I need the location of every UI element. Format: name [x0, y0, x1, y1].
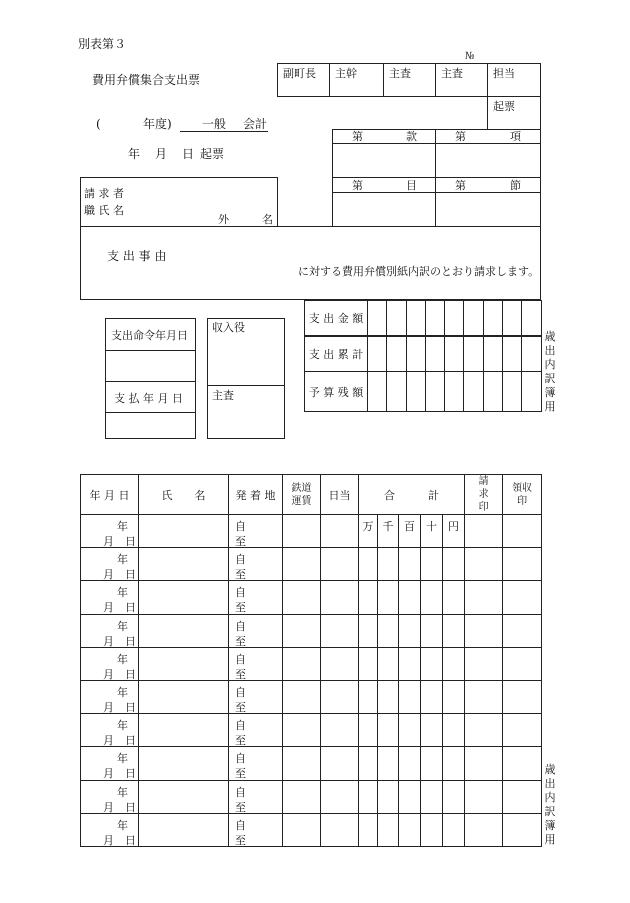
amount-digit-cell[interactable] — [368, 301, 387, 336]
row-to: 至 — [235, 800, 246, 814]
row-total-digit-cell[interactable] — [443, 780, 465, 813]
budget-divider — [332, 177, 541, 178]
budget-setsu-dai: 第 — [455, 179, 466, 192]
amount-row-label: 支 出 金 額 — [305, 301, 368, 336]
row-month: 月 — [103, 767, 114, 781]
row-total-digit-cell[interactable] — [378, 515, 399, 548]
row-total-digit-cell[interactable] — [359, 515, 378, 548]
approval-issuer: 起票 — [493, 100, 515, 113]
row-place-cell[interactable] — [229, 714, 283, 747]
issue-month: 月 — [155, 147, 168, 161]
row-name-cell[interactable] — [139, 680, 229, 713]
amount-digit-cell[interactable] — [503, 336, 522, 372]
amount-digit-cell[interactable] — [406, 372, 425, 412]
row-total-digit-cell[interactable] — [421, 581, 443, 614]
amount-digit-cell[interactable] — [483, 301, 502, 336]
row-claim-seal-cell[interactable] — [465, 780, 503, 813]
header-total: 合 計 — [359, 475, 465, 515]
row-to: 至 — [235, 767, 246, 781]
amount-digit-cell[interactable] — [464, 372, 483, 412]
header-receipt-seal: 領収印 — [503, 475, 542, 515]
row-daily-cell[interactable] — [321, 680, 359, 713]
row-daily-cell[interactable] — [321, 813, 359, 846]
row-date-cell[interactable] — [81, 680, 139, 713]
row-month: 月 — [103, 601, 114, 615]
row-from: 自 — [235, 785, 246, 799]
header-rail: 鉄道運賃 — [283, 475, 321, 515]
row-receipt-seal-cell[interactable] — [503, 714, 542, 747]
amount-digit-cell[interactable] — [425, 372, 444, 412]
budget-divider — [332, 192, 541, 193]
approval-divider — [329, 63, 330, 97]
row-total-digit-cell[interactable] — [378, 680, 399, 713]
row-total-digit-cell[interactable] — [443, 515, 465, 548]
row-year: 年 — [117, 752, 128, 766]
row-from: 自 — [235, 619, 246, 633]
row-from: 自 — [235, 685, 246, 699]
amount-digit-cell[interactable] — [406, 336, 425, 372]
row-rail-cell[interactable] — [283, 614, 321, 647]
row-daily-cell[interactable] — [321, 780, 359, 813]
form-title: 費用弁償集合支出票 — [92, 73, 201, 87]
row-to: 至 — [235, 667, 246, 681]
row-claim-seal-cell[interactable] — [465, 647, 503, 680]
row-total-digit-cell[interactable] — [443, 714, 465, 747]
row-total-digit-cell[interactable] — [421, 647, 443, 680]
row-total-digit-cell[interactable] — [399, 680, 421, 713]
budget-moku-dai: 第 — [352, 179, 363, 192]
pay-date-label: 支 払 年 月 日 — [114, 392, 183, 405]
row-place-cell[interactable] — [229, 813, 283, 846]
detail-table — [80, 474, 542, 847]
row-receipt-seal-cell[interactable] — [503, 614, 542, 647]
amount-digit-cell[interactable] — [483, 372, 502, 412]
no-label: № — [465, 51, 475, 62]
row-place-cell[interactable] — [229, 548, 283, 581]
approval-divider — [435, 63, 436, 97]
amount-digit-cell[interactable] — [387, 372, 406, 412]
row-from: 自 — [235, 652, 246, 666]
unit-label: 百 — [404, 520, 415, 533]
row-place-cell[interactable] — [229, 680, 283, 713]
row-claim-seal-cell[interactable] — [465, 714, 503, 747]
row-total-digit-cell[interactable] — [421, 780, 443, 813]
row-claim-seal-cell[interactable] — [465, 813, 503, 846]
row-total-digit-cell[interactable] — [443, 581, 465, 614]
header-date: 年 月 日 — [81, 475, 139, 515]
order-date-divider — [105, 412, 196, 413]
row-day: 日 — [125, 800, 136, 814]
order-date-label: 支出命令年月日 — [111, 329, 188, 342]
treasurer-label: 収入役 — [212, 321, 245, 334]
detail-side-label: 歳出内訳簿用 — [544, 763, 556, 846]
row-total-digit-cell[interactable] — [359, 548, 378, 581]
row-date-cell[interactable] — [81, 714, 139, 747]
row-place-cell[interactable] — [229, 780, 283, 813]
row-total-digit-cell[interactable] — [421, 680, 443, 713]
row-from: 自 — [235, 520, 246, 533]
row-day: 日 — [125, 734, 136, 748]
reason-text: に対する費用弁償別紙内訳のとおり請求します。 — [298, 265, 540, 278]
unit-label: 円 — [448, 520, 460, 533]
claimant-box — [80, 177, 278, 227]
row-total-digit-cell[interactable] — [378, 614, 399, 647]
row-date-cell[interactable] — [81, 548, 139, 581]
amount-digit-cell[interactable] — [387, 301, 406, 336]
row-total-digit-cell[interactable] — [359, 747, 378, 780]
amount-digit-cell[interactable] — [503, 301, 522, 336]
row-year: 年 — [117, 652, 128, 666]
row-name-cell[interactable] — [139, 614, 229, 647]
row-place-cell[interactable] — [229, 515, 283, 548]
row-receipt-seal-cell[interactable] — [503, 515, 542, 548]
row-date-cell[interactable] — [81, 747, 139, 780]
row-total-digit-cell[interactable] — [378, 548, 399, 581]
row-year: 年 — [117, 785, 128, 799]
header-name: 氏 名 — [139, 475, 229, 515]
amount-digit-cell[interactable] — [464, 336, 483, 372]
row-month: 月 — [103, 634, 114, 648]
issue-day: 日 — [182, 147, 195, 161]
row-total-digit-cell[interactable] — [359, 680, 378, 713]
order-date-divider — [105, 350, 196, 351]
fiscal-year-label: 年度) — [143, 117, 172, 131]
row-total-digit-cell[interactable] — [378, 780, 399, 813]
row-total-digit-cell[interactable] — [399, 614, 421, 647]
row-day: 日 — [125, 601, 136, 615]
row-year: 年 — [117, 685, 128, 699]
amount-digit-cell[interactable] — [425, 301, 444, 336]
row-daily-cell[interactable] — [321, 647, 359, 680]
row-name-cell[interactable] — [139, 515, 229, 548]
row-date-cell[interactable] — [81, 581, 139, 614]
row-total-digit-cell[interactable] — [443, 548, 465, 581]
row-rail-cell[interactable] — [283, 515, 321, 548]
row-to: 至 — [235, 700, 246, 714]
row-month: 月 — [103, 667, 114, 681]
row-place-cell[interactable] — [229, 647, 283, 680]
row-name-cell[interactable] — [139, 581, 229, 614]
approval-staff: 担当 — [493, 67, 515, 80]
row-total-digit-cell[interactable] — [443, 813, 465, 846]
chief-label: 主査 — [212, 389, 234, 402]
row-claim-seal-cell[interactable] — [465, 581, 503, 614]
treasurer-divider — [207, 385, 285, 386]
amount-digit-cell[interactable] — [387, 336, 406, 372]
row-total-digit-cell[interactable] — [399, 780, 421, 813]
row-day: 日 — [125, 634, 136, 648]
amount-digit-cell[interactable] — [406, 301, 425, 336]
row-receipt-seal-cell[interactable] — [503, 780, 542, 813]
row-receipt-seal-cell[interactable] — [503, 647, 542, 680]
row-from: 自 — [235, 553, 246, 567]
row-total-digit-cell[interactable] — [443, 680, 465, 713]
amount-digit-cell[interactable] — [425, 336, 444, 372]
row-total-digit-cell[interactable] — [399, 714, 421, 747]
budget-divider — [332, 143, 541, 144]
row-day: 日 — [125, 568, 136, 582]
amount-digit-cell[interactable] — [368, 372, 387, 412]
treasurer-box — [207, 318, 285, 439]
row-name-cell[interactable] — [139, 780, 229, 813]
row-from: 自 — [235, 586, 246, 600]
amount-digit-cell[interactable] — [522, 301, 541, 336]
row-name-cell[interactable] — [139, 647, 229, 680]
form-number: 別表第３ — [78, 37, 127, 51]
row-daily-cell[interactable] — [321, 614, 359, 647]
amounts-side-label: 歳出内訳簿用 — [544, 330, 556, 413]
approval-vice-mayor: 副町長 — [283, 67, 316, 80]
amount-row-label: 支 出 累 計 — [305, 336, 368, 372]
claimant-persons: 名 — [262, 213, 273, 226]
amount-digit-cell[interactable] — [445, 301, 464, 336]
reason-label: 支 出 事 由 — [107, 249, 167, 263]
amount-digit-cell[interactable] — [464, 301, 483, 336]
row-total-digit-cell[interactable] — [399, 581, 421, 614]
claimant-label-2: 職 氏 名 — [84, 204, 124, 217]
header-daily: 日当 — [321, 475, 359, 515]
row-total-digit-cell[interactable] — [443, 614, 465, 647]
row-date-cell[interactable] — [81, 647, 139, 680]
row-month: 月 — [103, 535, 114, 548]
row-rail-cell[interactable] — [283, 780, 321, 813]
reason-box — [80, 226, 541, 300]
claimant-label-1: 請 求 者 — [84, 187, 124, 200]
row-daily-cell[interactable] — [321, 714, 359, 747]
fiscal-open-paren: ( — [96, 117, 101, 131]
approval-inspector-2: 主査 — [441, 67, 463, 80]
amount-digit-cell[interactable] — [522, 336, 541, 372]
row-claim-seal-cell[interactable] — [465, 515, 503, 548]
row-total-digit-cell[interactable] — [359, 813, 378, 846]
row-rail-cell[interactable] — [283, 714, 321, 747]
issue-label: 起票 — [200, 147, 225, 161]
row-month: 月 — [103, 833, 114, 847]
row-daily-cell[interactable] — [321, 581, 359, 614]
row-receipt-seal-cell[interactable] — [503, 680, 542, 713]
row-from: 自 — [235, 818, 246, 832]
row-daily-cell[interactable] — [321, 747, 359, 780]
row-total-digit-cell[interactable] — [378, 581, 399, 614]
row-receipt-seal-cell[interactable] — [503, 548, 542, 581]
budget-kan-dai: 第 — [352, 130, 363, 143]
order-date-divider — [105, 381, 196, 382]
row-total-digit-cell[interactable] — [359, 647, 378, 680]
row-month: 月 — [103, 734, 114, 748]
row-name-cell[interactable] — [139, 747, 229, 780]
row-total-digit-cell[interactable] — [378, 813, 399, 846]
row-total-digit-cell[interactable] — [421, 548, 443, 581]
row-total-digit-cell[interactable] — [359, 614, 378, 647]
budget-moku: 目 — [406, 179, 417, 192]
unit-label: 十 — [426, 520, 437, 533]
row-daily-cell[interactable] — [321, 515, 359, 548]
header-claim-seal: 請求印 — [465, 475, 503, 515]
amount-digit-cell[interactable] — [522, 372, 541, 412]
row-year: 年 — [117, 818, 128, 832]
row-total-digit-cell[interactable] — [421, 714, 443, 747]
claimant-others: 外 — [218, 213, 229, 226]
row-total-digit-cell[interactable] — [359, 714, 378, 747]
row-to: 至 — [235, 634, 246, 648]
row-to: 至 — [235, 568, 246, 582]
budget-kou: 項 — [510, 130, 521, 143]
row-total-digit-cell[interactable] — [421, 614, 443, 647]
row-total-digit-cell[interactable] — [399, 647, 421, 680]
row-to: 至 — [235, 601, 246, 615]
row-month: 月 — [103, 800, 114, 814]
row-date-cell[interactable] — [81, 813, 139, 846]
row-rail-cell[interactable] — [283, 647, 321, 680]
amounts-grid — [304, 300, 542, 412]
row-total-digit-cell[interactable] — [359, 581, 378, 614]
row-receipt-seal-cell[interactable] — [503, 813, 542, 846]
row-total-digit-cell[interactable] — [399, 747, 421, 780]
row-total-digit-cell[interactable] — [399, 813, 421, 846]
row-total-digit-cell[interactable] — [421, 515, 443, 548]
amount-digit-cell[interactable] — [483, 336, 502, 372]
row-date-cell[interactable] — [81, 780, 139, 813]
row-receipt-seal-cell[interactable] — [503, 581, 542, 614]
budget-kou-dai: 第 — [455, 130, 466, 143]
fiscal-general: 一般 — [202, 117, 227, 131]
row-place-cell[interactable] — [229, 581, 283, 614]
row-total-digit-cell[interactable] — [359, 780, 378, 813]
row-from: 自 — [235, 719, 246, 733]
row-name-cell[interactable] — [139, 714, 229, 747]
row-from: 自 — [235, 752, 246, 766]
row-to: 至 — [235, 535, 246, 548]
row-daily-cell[interactable] — [321, 548, 359, 581]
row-claim-seal-cell[interactable] — [465, 680, 503, 713]
approval-chief: 主幹 — [335, 67, 357, 80]
row-total-digit-cell[interactable] — [378, 747, 399, 780]
row-place-cell[interactable] — [229, 614, 283, 647]
row-total-digit-cell[interactable] — [421, 747, 443, 780]
row-rail-cell[interactable] — [283, 813, 321, 846]
fiscal-underline — [180, 131, 268, 132]
row-day: 日 — [125, 767, 136, 781]
unit-label: 千 — [382, 520, 394, 533]
amount-digit-cell[interactable] — [503, 372, 522, 412]
row-total-digit-cell[interactable] — [378, 647, 399, 680]
issue-year: 年 — [128, 147, 141, 161]
amount-digit-cell[interactable] — [445, 336, 464, 372]
row-rail-cell[interactable] — [283, 548, 321, 581]
row-year: 年 — [117, 520, 128, 533]
row-year: 年 — [117, 553, 128, 567]
row-total-digit-cell[interactable] — [421, 813, 443, 846]
row-receipt-seal-cell[interactable] — [503, 747, 542, 780]
row-to: 至 — [235, 833, 246, 847]
row-to: 至 — [235, 734, 246, 748]
row-rail-cell[interactable] — [283, 581, 321, 614]
approval-inspector-1: 主査 — [389, 67, 411, 80]
amount-digit-cell[interactable] — [368, 336, 387, 372]
row-name-cell[interactable] — [139, 813, 229, 846]
row-month: 月 — [103, 568, 114, 582]
row-day: 日 — [125, 535, 136, 548]
row-total-digit-cell[interactable] — [378, 714, 399, 747]
row-day: 日 — [125, 667, 136, 681]
header-place: 発 着 地 — [229, 475, 283, 515]
row-year: 年 — [117, 719, 128, 733]
row-claim-seal-cell[interactable] — [465, 614, 503, 647]
row-place-cell[interactable] — [229, 747, 283, 780]
row-total-digit-cell[interactable] — [399, 515, 421, 548]
row-total-digit-cell[interactable] — [399, 548, 421, 581]
row-year: 年 — [117, 586, 128, 600]
row-date-cell[interactable] — [81, 515, 139, 548]
row-rail-cell[interactable] — [283, 747, 321, 780]
row-total-digit-cell[interactable] — [443, 647, 465, 680]
budget-kan: 款 — [406, 130, 417, 143]
fiscal-account: 会計 — [243, 117, 268, 131]
budget-setsu: 節 — [510, 179, 521, 192]
row-day: 日 — [125, 700, 136, 714]
approval-divider — [383, 63, 384, 97]
row-rail-cell[interactable] — [283, 680, 321, 713]
unit-label: 万 — [362, 520, 374, 533]
amount-digit-cell[interactable] — [445, 372, 464, 412]
row-total-digit-cell[interactable] — [443, 747, 465, 780]
amount-row-label: 予 算 残 額 — [305, 372, 368, 412]
row-date-cell[interactable] — [81, 614, 139, 647]
row-claim-seal-cell[interactable] — [465, 548, 503, 581]
row-year: 年 — [117, 619, 128, 633]
row-name-cell[interactable] — [139, 548, 229, 581]
row-claim-seal-cell[interactable] — [465, 747, 503, 780]
row-month: 月 — [103, 700, 114, 714]
row-day: 日 — [125, 833, 136, 847]
